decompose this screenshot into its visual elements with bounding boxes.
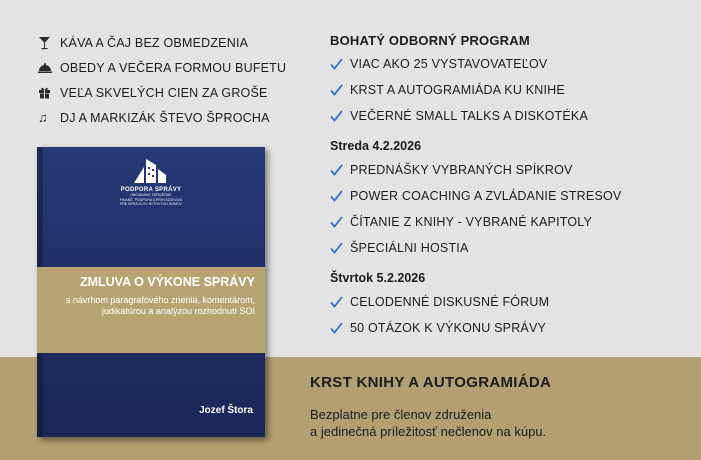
day-heading-thursday: Štvrtok 5.2.2026 [330,271,426,285]
gift-icon [38,86,60,99]
program-item-label: CELODENNÉ DISKUSNÉ FÓRUM [350,295,550,309]
program-item-label: PREDNÁŠKY VYBRANÝCH SPÍKROV [350,163,573,177]
program-item-label: VIAC AKO 25 VYSTAVOVATEĽOV [350,57,548,71]
check-icon [330,296,350,308]
logo-line: PRE SPRÁVCOV BYTOVÝCH DOMOV [120,202,182,206]
program-item [330,77,690,103]
book-title-band [37,267,265,353]
book-logo [115,157,187,207]
launch-text [310,406,690,440]
program-item-label: VEČERNÉ SMALL TALKS A DISKOTÉKA [350,109,588,123]
music-note-icon: ♫ [38,110,48,125]
program-item [330,289,690,315]
check-icon [330,322,350,334]
amenity-label: KÁVA A ČAJ BEZ OBMEDZENIA [60,35,249,50]
amenity-buffet [38,55,286,80]
book-title: ZMLUVA O VÝKONE SPRÁVY [79,275,255,289]
launch-line: a jedinečná príležitosť nečlenov na kúpu. [310,424,547,439]
program-item-label: KRST A AUTOGRAMIÁDA KU KNIHE [350,83,565,97]
book-cover [37,147,265,437]
check-icon [330,58,350,70]
amenity-prizes [38,80,286,105]
program-item [330,103,690,129]
program-item-label: 50 OTÁZOK K VÝKONU SPRÁVY [350,321,547,335]
amenity-label: OBEDY A VEČERA FORMOU BUFETU [60,60,287,75]
launch-line: Bezplatne pre členov združenia [310,407,492,422]
launch-title: KRST KNIHY A AUTOGRAMIÁDA [310,374,552,391]
program-item [330,315,690,341]
amenity-label: DJ A MARKIZÁK ŠTEVO ŠPROCHA [60,110,270,125]
program-item [330,235,690,261]
program-section [330,31,690,341]
amenity-coffee [38,30,286,55]
check-icon [330,216,350,228]
amenity-label: VEĽA SKVELÝCH CIEN ZA GROŠE [60,85,268,100]
program-item [330,51,690,77]
building-logo-icon [132,157,170,185]
cloche-icon [38,62,60,74]
cocktail-glass-icon [38,36,60,50]
check-icon [330,164,350,176]
program-item-label: ČÍTANIE Z KNIHY - VYBRANÉ KAPITOLY [350,215,593,229]
program-item-label: ŠPECIÁLNI HOSTIA [350,241,469,255]
check-icon [330,190,350,202]
logo-line: FINANČ. PODPORA A PREVÁDZKOVÁ [119,197,183,202]
logo-tagline: OBČIANSKE ZDRUŽENIE [130,193,172,197]
day-heading-wednesday: Streda 4.2.2026 [330,139,422,153]
program-item-label: POWER COACHING A ZVLÁDANIE STRESOV [350,189,622,203]
program-item [330,157,690,183]
logo-name: PODPORA SPRÁVY [120,187,182,193]
book-subtitle: s návrhom paragrafového znenia, komentárom, judikatúrou a analýzou rozhodnutí SOI [65,295,255,316]
check-icon [330,242,350,254]
program-item [330,209,690,235]
program-heading: BOHATÝ ODBORNÝ PROGRAM [330,33,530,48]
amenities-list [38,30,286,130]
launch-section [310,374,690,440]
book-author: Jozef Štora [199,405,253,416]
amenity-dj [38,105,286,130]
check-icon [330,110,350,122]
program-item [330,183,690,209]
check-icon [330,84,350,96]
